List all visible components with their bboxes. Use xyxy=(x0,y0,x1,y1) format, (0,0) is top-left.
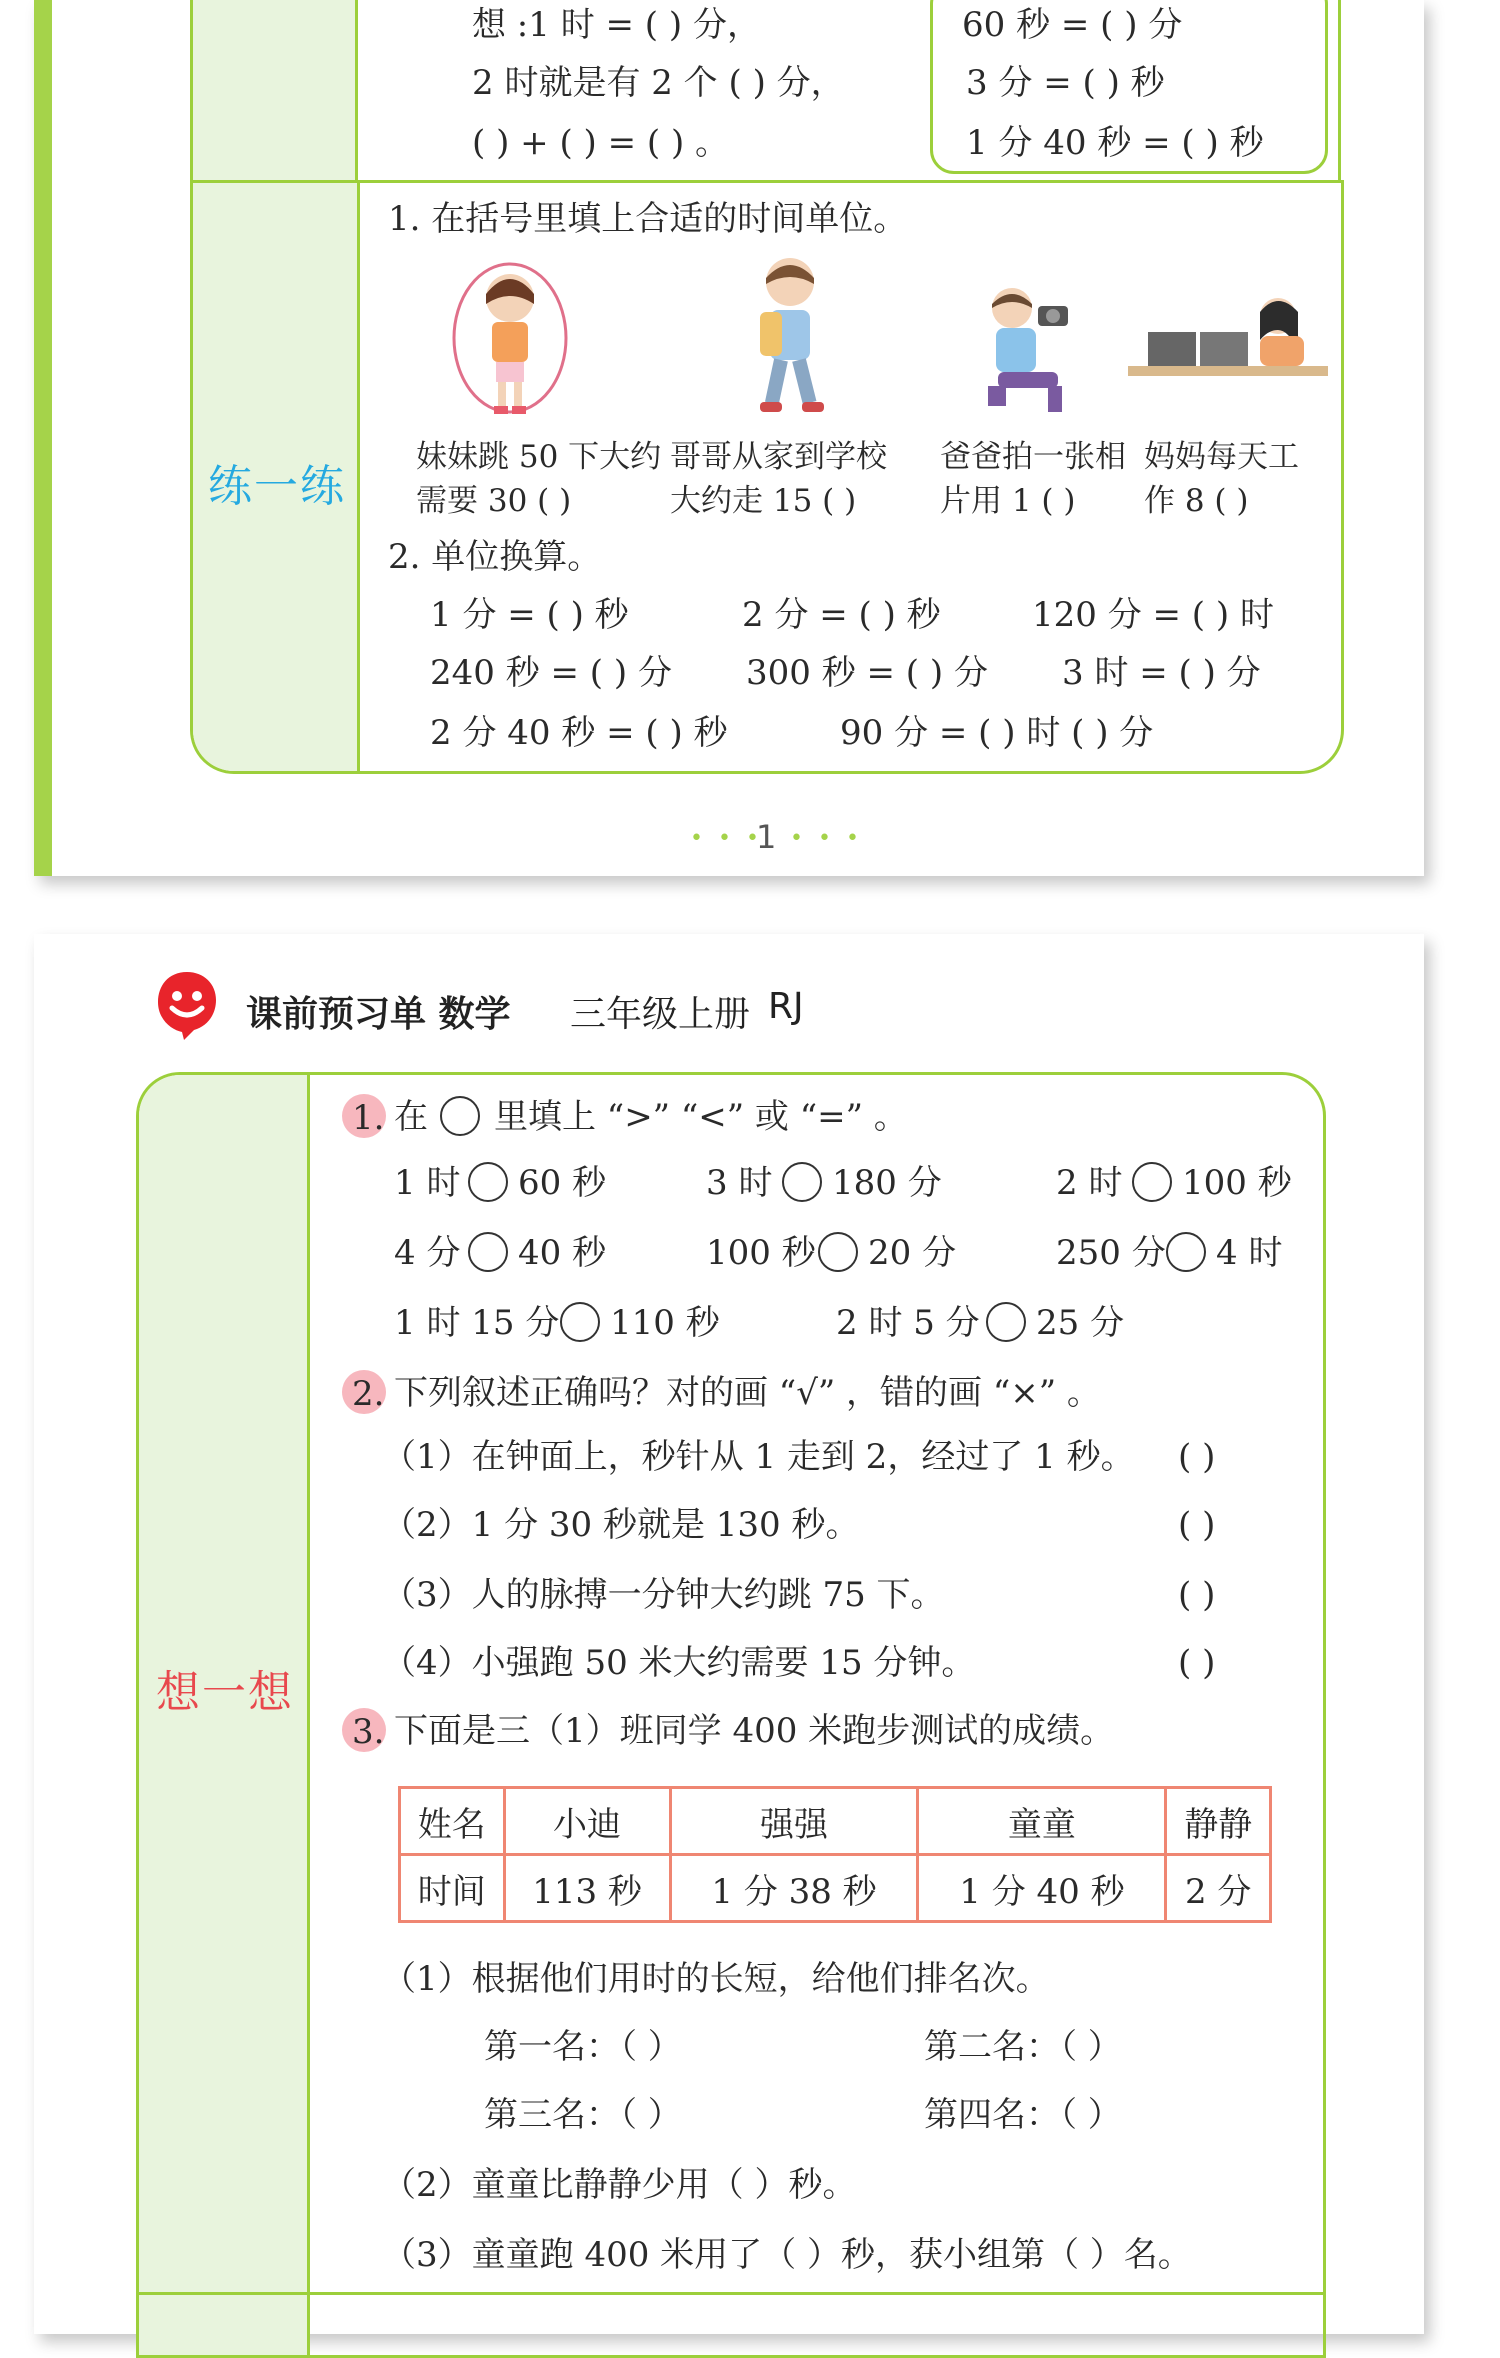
q3-sub1: （1）根据他们用时的长短，给他们排名次。 xyxy=(382,1959,1050,1999)
q2-item-2: （2）1 分 30 秒就是 130 秒。 xyxy=(382,1505,860,1545)
page-number-dots-right: • • • xyxy=(790,826,863,851)
top-section-divider xyxy=(355,0,358,180)
think-line-2: 2 时就是有 2 个 ( ) 分， xyxy=(472,63,845,103)
top-section-side xyxy=(192,0,356,180)
q2-item-4-answer[interactable]: ( ) xyxy=(1178,1643,1216,1683)
q1-r1-c1-left: 1 时 xyxy=(394,1163,461,1203)
q1-r3-c2-left: 2 时 5 分 xyxy=(836,1303,980,1343)
tip-line-3: 1 分 40 秒 = ( ) 秒 xyxy=(966,123,1264,163)
q2-item-1: （1）在钟面上，秒针从 1 走到 2，经过了 1 秒。 xyxy=(382,1437,1135,1477)
q1-r2-c3-left: 250 分 xyxy=(1056,1233,1166,1273)
think-line-1: 想 :1 时 = ( ) 分， xyxy=(472,5,761,45)
rank-3[interactable]: 第三名：（ ） xyxy=(484,2095,682,2135)
q1-r1-c2-right: 180 分 xyxy=(832,1163,942,1203)
caption-2a: 哥哥从家到学校 xyxy=(670,439,887,475)
conv-1-1: 1 分 = ( ) 秒 xyxy=(430,595,629,635)
table-cell: 姓名 xyxy=(400,1788,505,1855)
q1-r3-c2-answer-circle[interactable] xyxy=(986,1302,1026,1342)
q1-r3-c2-right: 25 分 xyxy=(1036,1303,1125,1343)
conv-3-2: 90 分 = ( ) 时 ( ) 分 xyxy=(840,713,1154,753)
girl-jumping-rope-illustration xyxy=(440,258,580,428)
page-number: 1 xyxy=(756,818,777,856)
conv-3-1: 2 分 40 秒 = ( ) 秒 xyxy=(430,713,728,753)
q1-r1-c1-answer-circle[interactable] xyxy=(468,1162,508,1202)
table-cell: 时间 xyxy=(400,1855,505,1922)
q1-r1-c1-right: 60 秒 xyxy=(518,1163,607,1203)
q1-r2-c1-left: 4 分 xyxy=(394,1233,461,1273)
q1-r2-c2-answer-circle[interactable] xyxy=(818,1232,858,1272)
q1-r3-c1-right: 110 秒 xyxy=(610,1303,720,1343)
tip-line-1: 60 秒 = ( ) 分 xyxy=(962,5,1183,45)
header-grade: 三年级上册 xyxy=(570,994,751,1035)
q2-item-4: （4）小强跑 50 米大约需要 15 分钟。 xyxy=(382,1643,976,1683)
q3-sub3[interactable]: （3）童童跑 400 米用了（ ）秒，获小组第（ ）名。 xyxy=(382,2235,1192,2275)
q1-r3-c1-left: 1 时 15 分 xyxy=(394,1303,560,1343)
q3-number-badge xyxy=(342,1708,386,1752)
smiley-logo-icon xyxy=(154,968,220,1040)
think-box-bottom-line xyxy=(136,2292,1324,2295)
q1-r2-c1-right: 40 秒 xyxy=(518,1233,607,1273)
practice-q1-title: 1. 在括号里填上合适的时间单位。 xyxy=(388,199,908,239)
caption-3a: 爸爸拍一张相 xyxy=(940,439,1126,475)
score-table xyxy=(398,1786,1272,1923)
q1-r1-c2-answer-circle[interactable] xyxy=(782,1162,822,1202)
caption-4b: 作 8 ( ) xyxy=(1144,483,1249,519)
tip-line-2: 3 分 = ( ) 秒 xyxy=(966,63,1165,103)
table-cell: 2 分 xyxy=(1166,1855,1271,1922)
q1-r2-c2-right: 20 分 xyxy=(868,1233,957,1273)
caption-2b: 大约走 15 ( ) xyxy=(670,483,857,519)
q3-number: 3. xyxy=(352,1712,385,1752)
think-line-3: ( ) + ( ) = ( ) 。 xyxy=(472,123,730,163)
table-cell: 童童 xyxy=(918,1788,1166,1855)
dad-taking-photo-illustration xyxy=(968,282,1088,422)
q1-title-pre: 在 xyxy=(394,1097,428,1137)
caption-3b: 片用 1 ( ) xyxy=(940,483,1076,519)
q1-number-badge xyxy=(342,1094,386,1138)
q2-title: 下列叙述正确吗？对的画 “√” ，错的画 “×” 。 xyxy=(394,1373,1101,1413)
boy-walking-to-school-illustration xyxy=(730,252,850,432)
top-section-right-border xyxy=(1338,0,1341,180)
q1-number: 1. xyxy=(352,1098,385,1138)
conv-2-3: 3 时 = ( ) 分 xyxy=(1062,653,1261,693)
top-section-left-border xyxy=(190,0,193,180)
caption-1a: 妹妹跳 50 下大约 xyxy=(416,439,662,475)
rank-1[interactable]: 第一名：（ ） xyxy=(484,2027,682,2067)
q1-title-post: 里填上 “>” “<” 或 “=” 。 xyxy=(494,1097,908,1137)
q2-item-3: （3）人的脉搏一分钟大约跳 75 下。 xyxy=(382,1575,945,1615)
q2-number-badge xyxy=(342,1370,386,1414)
table-cell: 强强 xyxy=(670,1788,918,1855)
q1-r2-c3-answer-circle[interactable] xyxy=(1166,1232,1206,1272)
q1-r2-c1-answer-circle[interactable] xyxy=(468,1232,508,1272)
table-cell: 113 秒 xyxy=(504,1855,670,1922)
caption-1b: 需要 30 ( ) xyxy=(416,483,572,519)
conv-2-1: 240 秒 = ( ) 分 xyxy=(430,653,672,693)
q2-item-3-answer[interactable]: ( ) xyxy=(1178,1575,1216,1615)
practice-label: 练一练 xyxy=(208,461,346,512)
q1-r1-c3-left: 2 时 xyxy=(1056,1163,1123,1203)
table-cell: 静静 xyxy=(1166,1788,1271,1855)
q1-r2-c2-left: 100 秒 xyxy=(706,1233,816,1273)
conv-1-3: 120 分 = ( ) 时 xyxy=(1032,595,1274,635)
rank-2[interactable]: 第二名：（ ） xyxy=(924,2027,1122,2067)
conv-2-2: 300 秒 = ( ) 分 xyxy=(746,653,988,693)
table-header-row xyxy=(400,1788,1271,1855)
q3-title: 下面是三（1）班同学 400 米跑步测试的成绩。 xyxy=(394,1711,1115,1751)
q1-r1-c2-left: 3 时 xyxy=(706,1163,773,1203)
mom-working-at-laptop-illustration xyxy=(1128,290,1328,400)
header-edition: RJ xyxy=(768,986,804,1027)
q1-r1-c3-answer-circle[interactable] xyxy=(1132,1162,1172,1202)
rank-4[interactable]: 第四名：（ ） xyxy=(924,2095,1122,2135)
caption-4a: 妈妈每天工 xyxy=(1144,439,1299,475)
conv-1-2: 2 分 = ( ) 秒 xyxy=(742,595,941,635)
header-title: 课前预习单 数学 xyxy=(246,994,511,1035)
q1-title-circle xyxy=(440,1096,480,1136)
q2-item-2-answer[interactable]: ( ) xyxy=(1178,1505,1216,1545)
q1-r3-c1-answer-circle[interactable] xyxy=(560,1302,600,1342)
q2-number: 2. xyxy=(352,1374,385,1414)
page-number-dots-left: • • • xyxy=(690,826,763,851)
practice-q2-title: 2. 单位换算。 xyxy=(388,537,602,577)
table-row xyxy=(400,1855,1271,1922)
table-cell: 1 分 40 秒 xyxy=(918,1855,1166,1922)
q1-r1-c3-right: 100 秒 xyxy=(1182,1163,1292,1203)
page-1-green-bar xyxy=(34,0,52,876)
q3-sub2[interactable]: （2）童童比静静少用（ ）秒。 xyxy=(382,2165,857,2205)
table-cell: 小迪 xyxy=(504,1788,670,1855)
think-label: 想一想 xyxy=(156,1667,294,1718)
table-cell: 1 分 38 秒 xyxy=(670,1855,918,1922)
q1-r2-c3-right: 4 时 xyxy=(1216,1233,1283,1273)
q2-item-1-answer[interactable]: ( ) xyxy=(1178,1437,1216,1477)
